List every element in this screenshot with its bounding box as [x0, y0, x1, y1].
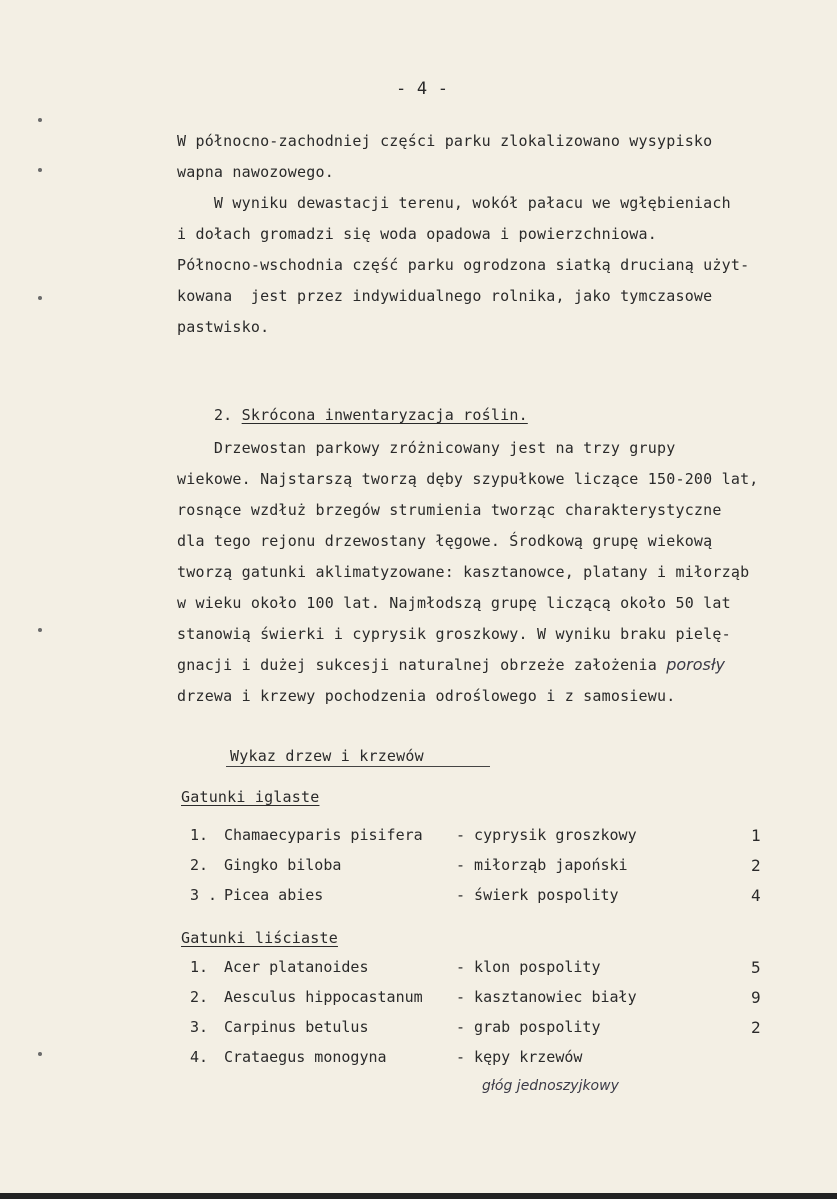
- text-line: wiekowe. Najstarszą tworzą dęby szypułkowe liczące 150-200 lat,: [177, 470, 759, 488]
- text-line: [177, 656, 725, 674]
- scan-edge: [0, 1193, 837, 1199]
- text-line: tworzą gatunki aklimatyzowane: kasztanowce, platany i miłorząb: [177, 563, 750, 581]
- row-number: 4.: [190, 1048, 209, 1066]
- binder-hole: [38, 168, 42, 172]
- row-number: 2.: [190, 856, 209, 874]
- species-row: [0, 826, 837, 846]
- tree-count: 2: [751, 856, 761, 875]
- group-title: Gatunki liściaste: [181, 929, 338, 947]
- polish-name: - klon pospolity: [456, 958, 601, 976]
- group-title: Gatunki iglaste: [181, 788, 320, 806]
- polish-name: - świerk pospolity: [456, 886, 619, 904]
- tree-count: 4: [751, 886, 761, 905]
- latin-name: Acer platanoides: [224, 958, 369, 976]
- species-row: [0, 988, 837, 1008]
- section-title: Skrócona inwentaryzacja roślin.: [241, 406, 528, 424]
- section-number: 2.: [213, 406, 233, 424]
- binder-hole: [38, 118, 42, 122]
- text-line-part: gnacji i dużej sukcesji naturalnej obrzeże założenia: [177, 656, 657, 674]
- handwritten-note: głóg jednoszyjkowy: [482, 1078, 619, 1094]
- list-title-underline: [226, 766, 490, 767]
- species-row: [0, 958, 837, 978]
- row-number: 3.: [190, 1018, 209, 1036]
- section-heading: [177, 388, 528, 442]
- latin-name: Gingko biloba: [224, 856, 342, 874]
- text-line: w wieku około 100 lat. Najmłodszą grupę liczącą około 50 lat: [177, 594, 731, 612]
- text-line: kowana jest przez indywidualnego rolnika, jako tymczasowe: [177, 287, 713, 305]
- text-line: dla tego rejonu drzewostany łęgowe. Środkową grupę wiekową: [177, 532, 713, 550]
- text-line: drzewa i krzewy pochodzenia odroślowego i z samosiewu.: [177, 687, 676, 705]
- tree-count: 9: [751, 988, 761, 1007]
- species-row: [0, 1048, 837, 1068]
- row-number: 3 .: [190, 886, 218, 904]
- polish-name: - kasztanowiec biały: [456, 988, 637, 1006]
- row-number: 2.: [190, 988, 209, 1006]
- text-line: stanowią świerki i cyprysik groszkowy. W wyniku braku pielę-: [177, 625, 731, 643]
- text-line: rosnące wzdłuż brzegów strumienia tworząc charakterystyczne: [177, 501, 722, 519]
- binder-hole: [38, 628, 42, 632]
- polish-name: - grab pospolity: [456, 1018, 601, 1036]
- row-number: 1.: [190, 958, 209, 976]
- text-line: i dołach gromadzi się woda opadowa i powierzchniowa.: [177, 225, 657, 243]
- text-line: W północno-zachodniej części parku zlokalizowano wysypisko: [177, 132, 713, 150]
- tree-count: 5: [751, 958, 761, 977]
- latin-name: Picea abies: [224, 886, 324, 904]
- text-line: W wyniku dewastacji terenu, wokół pałacu we wgłębieniach: [177, 194, 731, 212]
- tree-count: 1: [751, 826, 761, 845]
- list-title: Wykaz drzew i krzewów: [230, 747, 424, 765]
- latin-name: Chamaecyparis pisifera: [224, 826, 423, 844]
- text-line: Północno-wschodnia część parku ogrodzona siatką drucianą użyt-: [177, 256, 750, 274]
- text-line: Drzewostan parkowy zróżnicowany jest na trzy grupy: [177, 439, 676, 457]
- handwritten-insert: porosły: [666, 655, 725, 674]
- binder-hole: [38, 296, 42, 300]
- text-line: wapna nawozowego.: [177, 163, 334, 181]
- species-row: [0, 856, 837, 876]
- latin-name: Aesculus hippocastanum: [224, 988, 423, 1006]
- tree-count: 2: [751, 1018, 761, 1037]
- species-row: [0, 1018, 837, 1038]
- polish-name: - cyprysik groszkowy: [456, 826, 637, 844]
- polish-name: - miłorząb japoński: [456, 856, 628, 874]
- page-number: - 4 -: [396, 79, 449, 99]
- latin-name: Crataegus monogyna: [224, 1048, 387, 1066]
- species-row: [0, 886, 837, 906]
- text-line: pastwisko.: [177, 318, 270, 336]
- polish-name: - kępy krzewów: [456, 1048, 583, 1066]
- latin-name: Carpinus betulus: [224, 1018, 369, 1036]
- row-number: 1.: [190, 826, 209, 844]
